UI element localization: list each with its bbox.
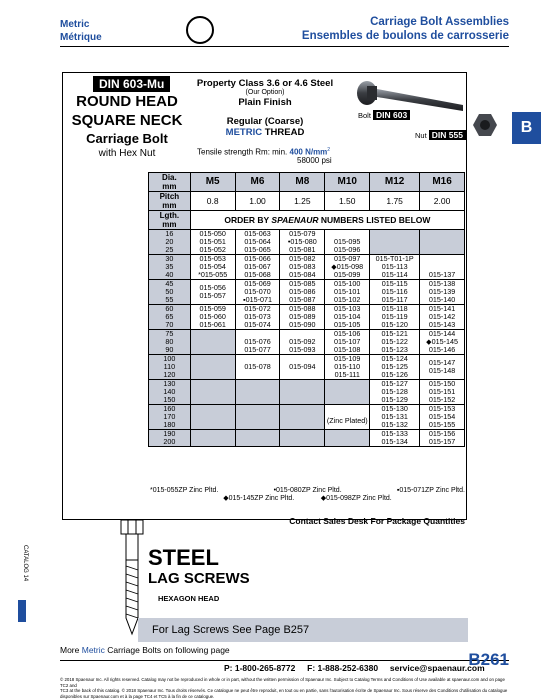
part-number-cell: 015-150 015-151 015-152 [420, 380, 465, 405]
order-heading: ORDER BY SPAENAUR NUMBERS LISTED BELOW [190, 211, 464, 230]
part-number-cell: 015-066 015-067 015-068 [235, 255, 280, 280]
part-number-cell: 015-069 015-070 ▪015-071 [235, 280, 280, 305]
part-number-cell: 015-138 015-139 015-140 [420, 280, 465, 305]
side-logo-mark [18, 600, 26, 622]
part-number-cell: 015-153 015-154 015-155 [420, 405, 465, 430]
page-number: B261 [468, 650, 509, 669]
pitch-m8: 1.25 [280, 192, 325, 211]
part-number-cell [190, 405, 235, 430]
part-number-cell: 015-059 015-060 015-061 [190, 305, 235, 330]
size-m5: M5 [190, 173, 235, 192]
length-values: 190 200 [149, 430, 191, 447]
part-number-cell: 015-124 015-125 015-126 [370, 355, 420, 380]
length-values: 60 65 70 [149, 305, 191, 330]
length-group-row [149, 430, 465, 447]
part-number-cell [190, 355, 235, 380]
part-number-cell [370, 230, 420, 255]
part-number-cell: 015-133 015-134 [370, 430, 420, 447]
lag-screws-heading: LAG SCREWS [148, 570, 250, 587]
legend-071zp: ▪015-071ZP Zinc Pltd. [396, 487, 465, 494]
part-number-cell [190, 330, 235, 355]
contact-sales: Contact Sales Desk For Package Quantities [289, 516, 465, 526]
part-number-cell: 015-121 015-122 015-123 [370, 330, 420, 355]
length-groups [149, 230, 465, 447]
size-m8: M8 [280, 173, 325, 192]
length-group-row [149, 230, 465, 255]
part-number-cell: 015-082 015-083 015-084 [280, 255, 325, 280]
part-number-cell [235, 405, 280, 430]
length-label: Lgth. mm [149, 211, 191, 230]
nut-label: Nut DIN 555 [415, 130, 466, 140]
part-number-cell: 015-118 015-119 015-120 [370, 305, 420, 330]
hole-punch-circle [186, 16, 214, 44]
length-values: 45 50 55 [149, 280, 191, 305]
regular-coarse: Regular (Coarse) [226, 116, 304, 127]
tensile-strength: Tensile strength Rm: min. 400 $N/mm^2$ [197, 147, 331, 157]
pitch-m5: 0.8 [190, 192, 235, 211]
email-link[interactable]: service@spaenaur.com [389, 663, 485, 673]
part-number-cell: 015-078 [235, 355, 280, 380]
size-m12: M12 [370, 173, 420, 192]
header-right [302, 15, 509, 43]
header-title-en: Carriage Bolt Assemblies [370, 16, 509, 28]
part-number-cell [190, 430, 235, 447]
part-number-cell: 015-130 015-131 015-132 [370, 405, 420, 430]
length-group-row [149, 255, 465, 280]
part-number-cell [190, 380, 235, 405]
legend-098zp: ◆015-098ZP Zinc Pltd. [320, 495, 392, 502]
part-number-cell: 015-092 015-093 [280, 330, 325, 355]
title-round-head: ROUND HEAD [76, 93, 178, 110]
part-number-cell [235, 380, 280, 405]
length-values: 160 170 180 [149, 405, 191, 430]
header-metric: Metric [60, 19, 90, 30]
part-number-cell: 015-072 015-073 015-074 [235, 305, 280, 330]
title-square-neck: SQUARE NECK [71, 112, 183, 129]
pitch-m6: 1.00 [235, 192, 280, 211]
pitch-row [149, 192, 465, 211]
part-number-cell: 015-063 015-064 015-065 [235, 230, 280, 255]
length-values: 100 110 120 [149, 355, 191, 380]
part-number-cell: 015-106 015-107 015-108 [325, 330, 370, 355]
part-number-cell [280, 380, 325, 405]
finish-legend [150, 487, 465, 502]
part-number-cell: 015-094 [280, 355, 325, 380]
title-hex-nut: with Hex Nut [98, 148, 156, 159]
pitch-m16: 2.00 [420, 192, 465, 211]
fax: F: 1-888-252-6380 [307, 663, 379, 673]
hexagon-head: HEXAGON HEAD [158, 594, 220, 603]
part-number-cell: 015-085 015-086 015-087 [280, 280, 325, 305]
metric-thread: METRIC THREAD [225, 127, 305, 138]
steel-heading: STEEL [148, 545, 219, 570]
see-page-link[interactable]: For Lag Screws See Page B257 [138, 618, 468, 642]
part-number-cell: 015-088 015-089 015-090 [280, 305, 325, 330]
part-number-cell [280, 405, 325, 430]
property-option: (Our Option) [245, 89, 285, 96]
nut-din-badge: DIN 555 [429, 130, 466, 140]
bolt-label: Bolt DIN 603 [358, 110, 410, 120]
din-badge: DIN 603-Mu [93, 75, 170, 93]
part-number-cell: 015-097 ◆015-098 015-099 [325, 255, 370, 280]
part-number-cell: 015-127 015-128 015-129 [370, 380, 420, 405]
length-values: 130 140 150 [149, 380, 191, 405]
part-number-cell: 015-147 015-148 [420, 355, 465, 380]
header-title-fr: Ensembles de boulons de carrosserie [301, 30, 509, 42]
legal-text: © 2018 Spaenaur Inc. All rights reserved. Catalog may not be reproduced in whole or in part, without the written permission of Spaenaur Inc. Subject to Catalog Terms and Conditions of Use available at spaenaur.com and on page TC2 and TC3 at the back of this catalog. © 2018 Spaenaur Inc. Tous droits réservés. Ce catalogue ne peut être reproduit, en tout ou en partie, sans l'autorisation écrite de Spaenaur Inc. Sous réserve des Conditions d'utilisation du catalogue disponibles sur Spaenaur.com et à la page TC4 et TC5 à la fin de ce catalogue. [60, 677, 508, 699]
footer-divider [60, 660, 509, 661]
length-values: 75 80 90 [149, 330, 191, 355]
section-tab-b[interactable]: B [512, 112, 541, 144]
legend-055zp: *015-055ZP Zinc Pltd. [150, 487, 219, 494]
size-m16: M16 [420, 173, 465, 192]
part-number-cell: 015-056 015-057 [190, 280, 235, 305]
legend-145zp: ◆015-145ZP Zinc Pltd. [223, 495, 295, 502]
footer-contacts [224, 663, 485, 673]
spec-table [148, 172, 465, 447]
phone: P: 1-800-265-8772 [224, 663, 296, 673]
part-number-cell [280, 430, 325, 447]
part-number-cell [325, 380, 370, 405]
length-values: 16 20 25 [149, 230, 191, 255]
part-number-cell [325, 430, 370, 447]
length-group-row [149, 405, 465, 430]
length-group-row [149, 355, 465, 380]
bolt-din-badge: DIN 603 [373, 110, 410, 120]
more-carriage-bolts[interactable]: More Metric Carriage Bolts on following page [60, 645, 230, 655]
length-values: 30 35 40 [149, 255, 191, 280]
property-class: Property Class 3.6 or 4.6 Steel [196, 78, 334, 89]
size-m10: M10 [325, 173, 370, 192]
legend-080zp: •015-080ZP Zinc Pltd. [273, 487, 342, 494]
dia-row [149, 173, 465, 192]
part-number-cell: 015-095 015-096 [325, 230, 370, 255]
length-group-row [149, 280, 465, 305]
part-number-cell: 015-144 ◆015-145 015-146 [420, 330, 465, 355]
dia-label: Dia. mm [149, 173, 191, 192]
part-number-cell: 015-109 015-110 015-111 [325, 355, 370, 380]
part-number-cell: (Zinc Plated) [325, 405, 370, 430]
part-number-cell: 015-115 015-116 015-117 [370, 280, 420, 305]
part-number-cell [420, 230, 465, 255]
header-metrique: Métrique [60, 32, 102, 43]
hex-nut-image [472, 113, 498, 137]
plain-finish: Plain Finish [238, 97, 292, 108]
length-group-row [149, 380, 465, 405]
part-number-cell: 015-100 015-101 015-102 [325, 280, 370, 305]
length-group-row [149, 330, 465, 355]
part-number-cell: 015-050 015-051 015-052 [190, 230, 235, 255]
pitch-m12: 1.75 [370, 192, 420, 211]
part-number-cell [235, 430, 280, 447]
tensile-psi: 58000 psi [297, 156, 332, 165]
header-divider [60, 46, 509, 47]
order-row [149, 211, 465, 230]
part-number-cell: 015-076 015-077 [235, 330, 280, 355]
pitch-m10: 1.50 [325, 192, 370, 211]
length-group-row [149, 305, 465, 330]
part-number-cell: 015-T01-1P 015-113 015-114 [370, 255, 420, 280]
side-catalog-label: CATALOG 14 [22, 545, 28, 582]
title-carriage-bolt: Carriage Bolt [86, 131, 168, 146]
header-left [60, 18, 102, 44]
part-number-cell: 015-141 015-142 015-143 [420, 305, 465, 330]
pitch-label: Pitch mm [149, 192, 191, 211]
part-number-cell: 015-079 •015-080 015-081 [280, 230, 325, 255]
part-number-cell: 015-156 015-157 [420, 430, 465, 447]
part-number-cell: 015-053 015-054 *015-055 [190, 255, 235, 280]
part-number-cell: 015-103 015-104 015-105 [325, 305, 370, 330]
size-m6: M6 [235, 173, 280, 192]
part-number-cell: 015-137 [420, 255, 465, 280]
